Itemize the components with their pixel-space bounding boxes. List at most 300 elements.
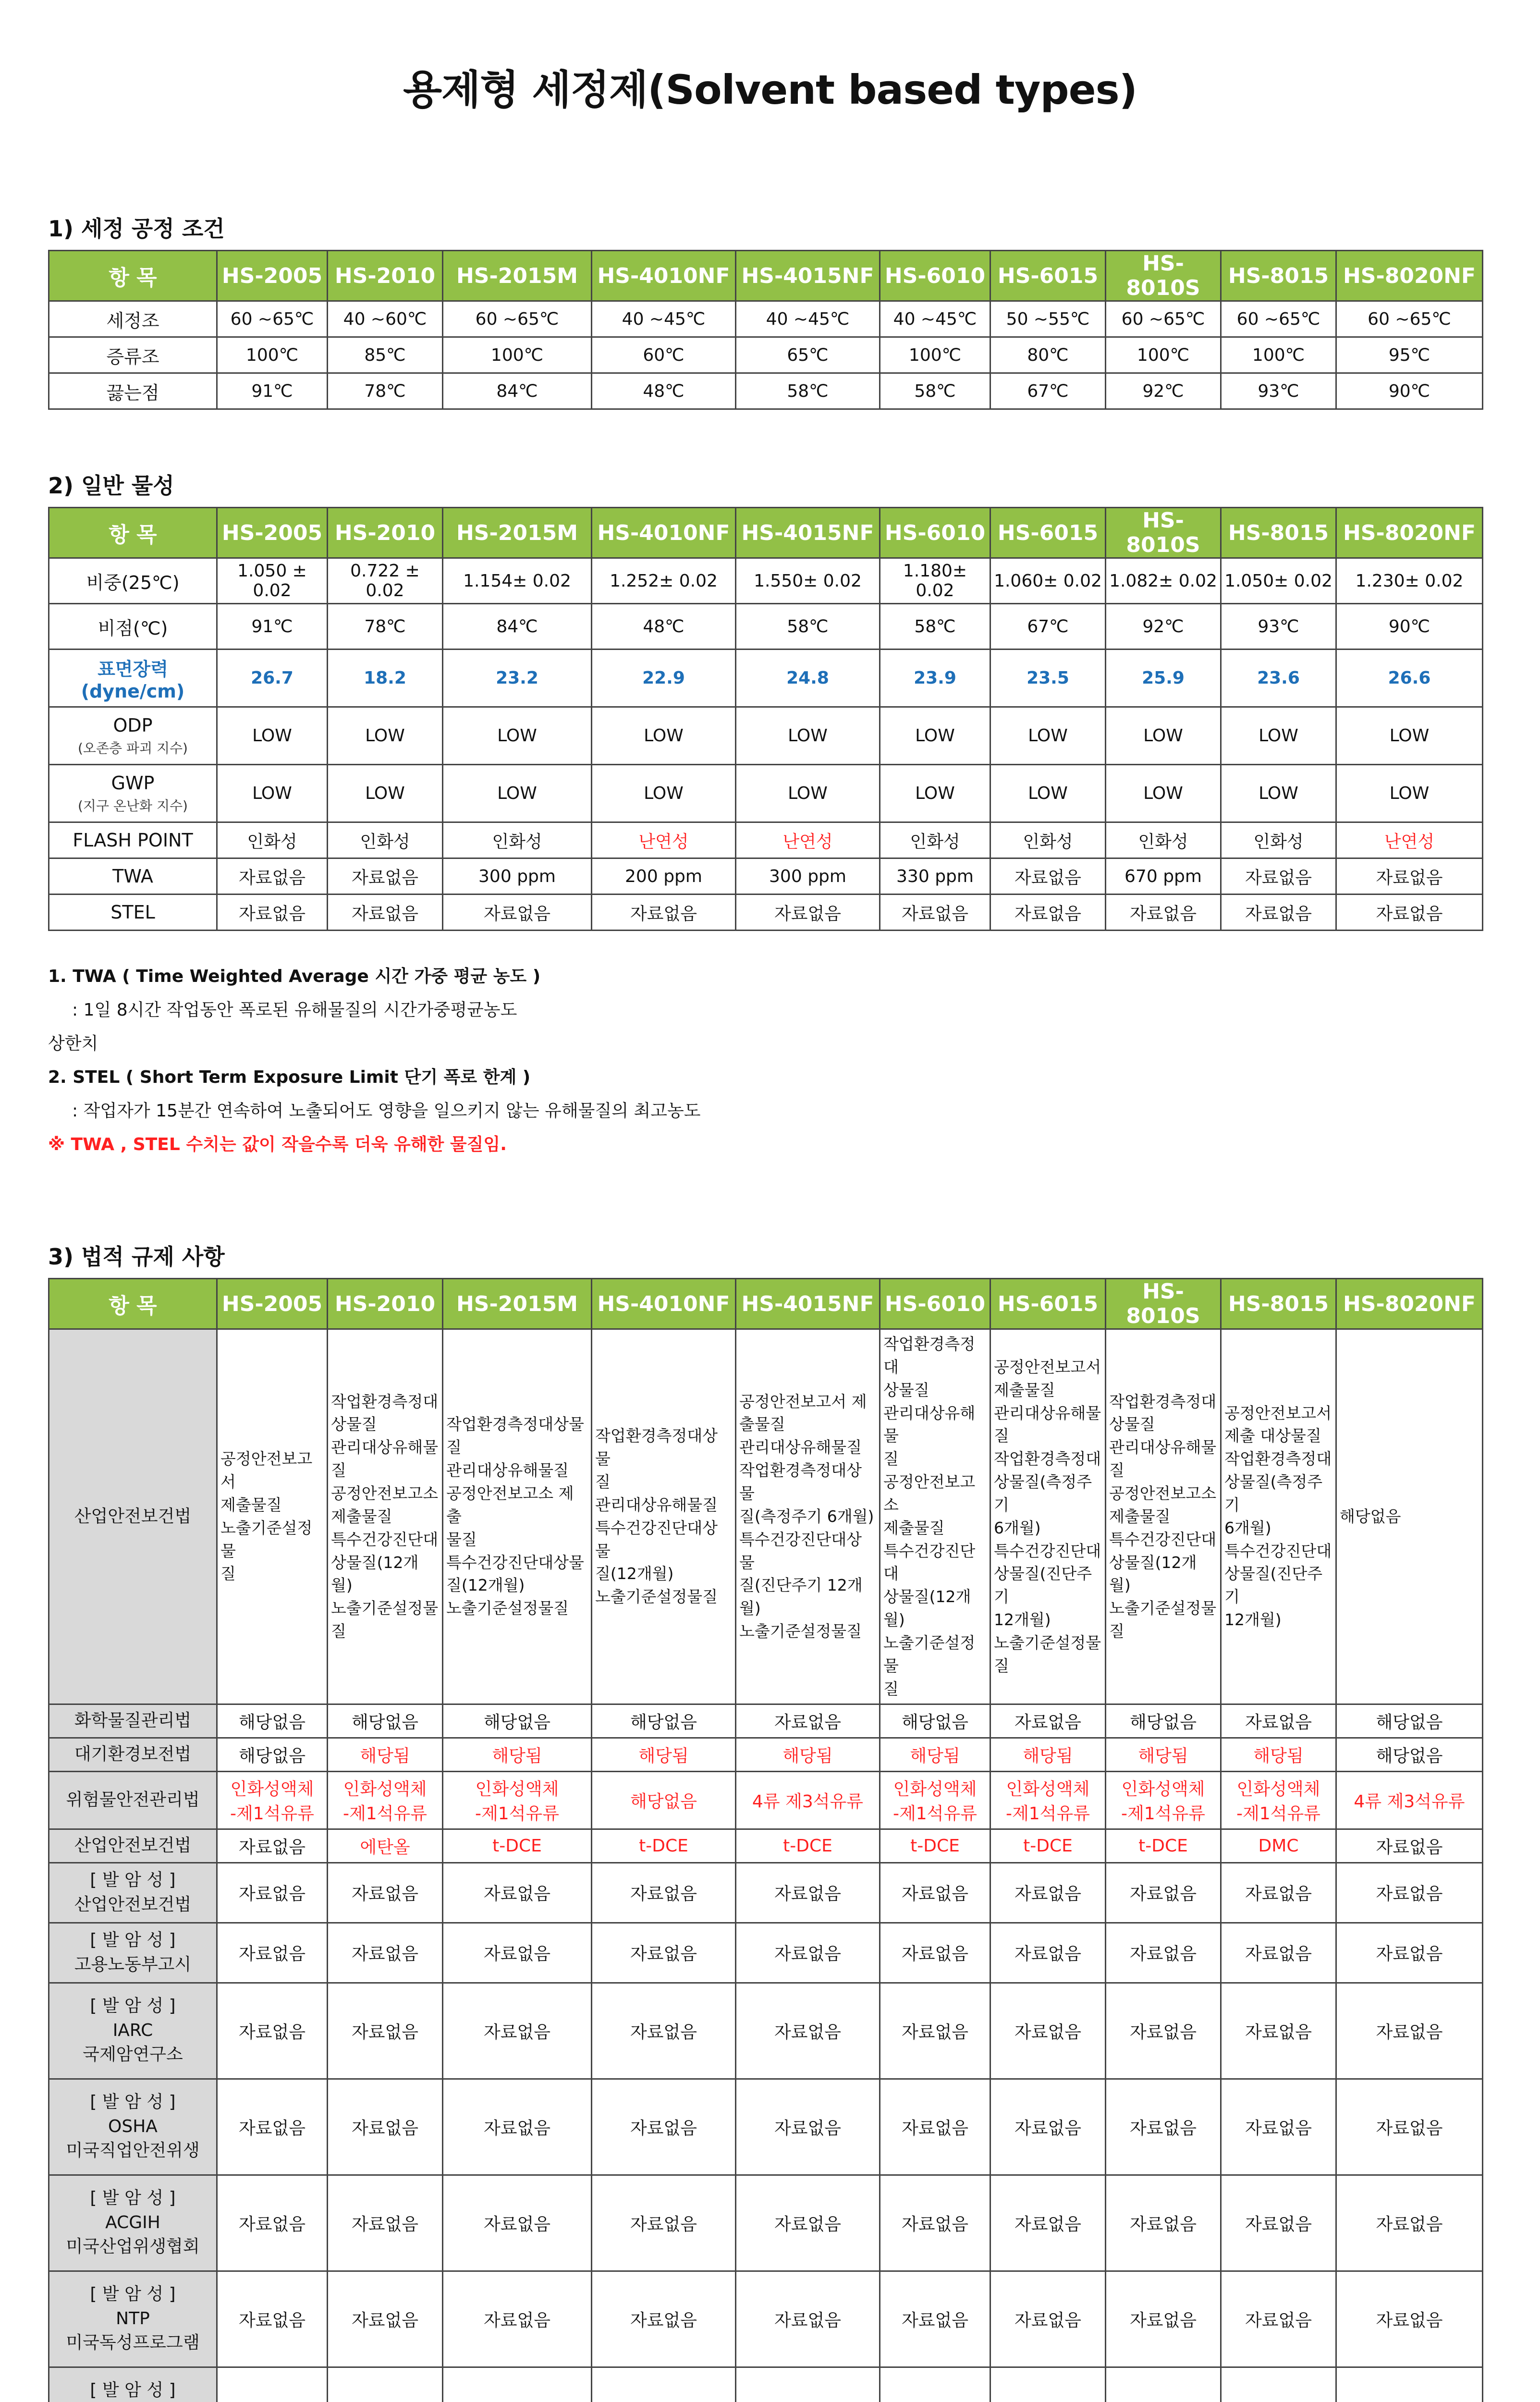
table-cell: 자료없음 <box>1221 2079 1336 2175</box>
table-cell: 자료없음 <box>328 2175 443 2271</box>
table-cell: 인화성 <box>1106 822 1221 858</box>
table-cell: 93℃ <box>1221 604 1336 650</box>
product-header: HS-2015M <box>443 251 592 301</box>
section-2-title: 2) 일반 물성 <box>48 473 174 499</box>
table-cell: 60℃ <box>592 337 736 373</box>
table-row <box>49 373 1483 409</box>
table-cell: 자료없음 <box>217 895 328 931</box>
table-row <box>49 2271 1483 2367</box>
row-label-text: 화학물질관리법 <box>74 1710 192 1730</box>
table-cell: LOW <box>1336 765 1483 822</box>
table-cell <box>1336 2367 1483 2402</box>
table-cell: 25.9 <box>1106 650 1221 707</box>
table-cell: 인화성액체 -제1석유류 <box>990 1771 1106 1829</box>
table-cell: 자료없음 <box>217 2271 328 2367</box>
header-row <box>49 251 1483 301</box>
product-header: HS-8020NF <box>1336 1279 1483 1329</box>
table-cell: 1.082± 0.02 <box>1106 558 1221 604</box>
table-cell: 해당됨 <box>592 1738 736 1771</box>
table-cell: 자료없음 <box>217 2079 328 2175</box>
row-label <box>49 558 217 604</box>
table-row <box>49 650 1483 707</box>
twa-note-desc-cont: 상한치 <box>48 1034 98 1054</box>
row-label-text: 세정조 <box>106 310 159 331</box>
table-row <box>49 1738 1483 1771</box>
table-cell: 자료없음 <box>592 2175 736 2271</box>
table-cell: 난연성 <box>1336 822 1483 858</box>
table-cell: 100℃ <box>880 337 990 373</box>
table-row <box>49 2079 1483 2175</box>
table-cell <box>990 2367 1106 2402</box>
table-cell: 자료없음 <box>1106 1983 1221 2079</box>
row-label <box>49 1863 217 1923</box>
row-sublabel: (지구 온난화 지수) <box>78 797 188 814</box>
table-cell: t-DCE <box>592 1829 736 1863</box>
table-cell: 작업환경측정대상물 질 관리대상유해물질 특수건강진단대상물 질(12개월) 노출기준설정물질 <box>592 1329 736 1704</box>
general-properties-table <box>48 507 1483 931</box>
table-cell: 해당됨 <box>443 1738 592 1771</box>
table-cell <box>1221 2367 1336 2402</box>
table-cell: 자료없음 <box>1106 2175 1221 2271</box>
table-cell: 공정안전보고서 제출물질 노출기준설정물 질 <box>217 1329 328 1704</box>
table-cell: 인화성액체 -제1석유류 <box>1106 1771 1221 1829</box>
table-cell: 자료없음 <box>328 1863 443 1923</box>
table-cell: 23.5 <box>990 650 1106 707</box>
table-cell: 인화성 <box>217 822 328 858</box>
table-cell: 인화성액체 -제1석유류 <box>1221 1771 1336 1829</box>
table-cell: 자료없음 <box>736 1863 880 1923</box>
row-label-text: [ 발 암 성 ] 산업안전보건법 <box>74 1870 192 1914</box>
table-cell: 26.6 <box>1336 650 1483 707</box>
table-cell: 자료없음 <box>1336 895 1483 931</box>
table-row <box>49 765 1483 822</box>
table-cell: 해당없음 <box>217 1704 328 1738</box>
page-title: 용제형 세정제(Solvent based types) <box>403 66 1137 113</box>
row-label-text: 산업안전보건법 <box>74 1835 192 1855</box>
table-cell: 자료없음 <box>1336 1863 1483 1923</box>
row-label-text: ODP <box>113 714 153 736</box>
table-cell: 자료없음 <box>217 2175 328 2271</box>
row-label-text: [ 발 암 성 ] OSHA 미국직업안전위생 <box>66 2092 200 2161</box>
table-cell: 자료없음 <box>1221 895 1336 931</box>
table-row <box>49 1704 1483 1738</box>
table-row <box>49 895 1483 931</box>
table-cell: 1.550± 0.02 <box>736 558 880 604</box>
table-cell: 자료없음 <box>880 2175 990 2271</box>
row-label-text: FLASH POINT <box>73 830 193 851</box>
stel-note-title: 2. STEL ( Short Term Exposure Limit 단기 폭로 한계 ) <box>48 1067 531 1087</box>
row-label-text: GWP <box>111 772 155 794</box>
table-cell: LOW <box>990 707 1106 765</box>
row-label: 산업안전보건법 <box>49 1329 217 1704</box>
table-cell: 자료없음 <box>328 1983 443 2079</box>
table-cell: 해당됨 <box>1106 1738 1221 1771</box>
row-label-text: TWA <box>112 866 153 887</box>
table-cell: 해당없음 <box>592 1704 736 1738</box>
table-cell: 해당됨 <box>990 1738 1106 1771</box>
table-cell: 자료없음 <box>736 1704 880 1738</box>
table-cell: 40 ~45℃ <box>880 301 990 337</box>
product-header: HS-6010 <box>880 508 990 558</box>
row-label-text: 대기환경보전법 <box>74 1744 192 1764</box>
table-cell: 자료없음 <box>880 895 990 931</box>
row-label <box>49 858 217 895</box>
table-cell: 자료없음 <box>443 1923 592 1983</box>
table-cell: LOW <box>736 765 880 822</box>
table-cell: 자료없음 <box>1336 1829 1483 1863</box>
table-cell: 해당없음 <box>443 1704 592 1738</box>
row-label-text: [ 발 암 성 ] NTP 미국독성프로그램 <box>66 2284 200 2353</box>
table-cell: 작업환경측정대 상물질 관리대상유해물 질 공정안전보고소 제출물질 특수건강진단대 상물질(12개월) 노출기준설정물 질 <box>1106 1329 1221 1704</box>
table-cell: DMC <box>1221 1829 1336 1863</box>
table-cell: 자료없음 <box>592 1983 736 2079</box>
table-cell <box>328 2367 443 2402</box>
product-header: HS-2010 <box>328 1279 443 1329</box>
table-cell: 인화성액체 -제1석유류 <box>443 1771 592 1829</box>
product-header: HS-2015M <box>443 508 592 558</box>
row-label <box>49 1704 217 1738</box>
table-cell: 100℃ <box>217 337 328 373</box>
product-header: HS-6015 <box>990 1279 1106 1329</box>
table-cell: 85℃ <box>328 337 443 373</box>
table-cell: 95℃ <box>1336 337 1483 373</box>
table-cell: LOW <box>592 765 736 822</box>
table-cell: 23.6 <box>1221 650 1336 707</box>
table-cell: 84℃ <box>443 604 592 650</box>
table-cell: 자료없음 <box>217 1863 328 1923</box>
table-cell: 1.050 ± 0.02 <box>217 558 328 604</box>
table-cell: LOW <box>328 765 443 822</box>
table-cell: 자료없음 <box>736 2175 880 2271</box>
table-cell: LOW <box>1221 707 1336 765</box>
table-cell: t-DCE <box>736 1829 880 1863</box>
table-cell: 자료없음 <box>443 1983 592 2079</box>
table-cell: 1.050± 0.02 <box>1221 558 1336 604</box>
table-cell: 자료없음 <box>1221 2175 1336 2271</box>
table-cell: 자료없음 <box>443 2079 592 2175</box>
section-3-title: 3) 법적 규제 사항 <box>48 1244 225 1270</box>
table-row <box>49 858 1483 895</box>
table-cell: 자료없음 <box>1336 1983 1483 2079</box>
table-cell: t-DCE <box>990 1829 1106 1863</box>
product-header: HS-6010 <box>880 1279 990 1329</box>
product-header: HS-2005 <box>217 508 328 558</box>
table-cell: 자료없음 <box>328 2079 443 2175</box>
table-cell: LOW <box>217 765 328 822</box>
product-header: HS-4010NF <box>592 508 736 558</box>
table-row <box>49 1863 1483 1923</box>
twa-note-title: 1. TWA ( Time Weighted Average 시간 가중 평균 농도 ) <box>48 967 541 986</box>
table-cell: 200 ppm <box>592 858 736 895</box>
table-cell: 해당없음 <box>592 1771 736 1829</box>
table-cell: 해당됨 <box>880 1738 990 1771</box>
table-cell: 공정안전보고서 제 출물질 관리대상유해물질 작업환경측정대상물 질(측정주기 6개월) 특수건강진단대상물 질(진단주기 12개월) 노출기준설정물질 <box>736 1329 880 1704</box>
table-cell: 78℃ <box>328 604 443 650</box>
stel-note-desc: : 작업자가 15분간 연속하여 노출되어도 영향을 일으키지 않는 유해물질의 최고농도 <box>72 1101 701 1121</box>
table-cell: 자료없음 <box>990 1704 1106 1738</box>
table-cell: 해당없음 <box>1336 1704 1483 1738</box>
row-label-text: 끓는점 <box>106 382 159 404</box>
product-header: HS-4015NF <box>736 251 880 301</box>
table-cell <box>592 2367 736 2402</box>
header-row <box>49 508 1483 558</box>
table-cell: 58℃ <box>880 604 990 650</box>
table-cell: 90℃ <box>1336 604 1483 650</box>
table-cell: 100℃ <box>1221 337 1336 373</box>
row-label-text: [ 발 암 성 ] IARC 국제암연구소 <box>83 1996 183 2065</box>
table-cell: 300 ppm <box>736 858 880 895</box>
header-row <box>49 1279 1483 1329</box>
row-label <box>49 1923 217 1983</box>
table-cell: 67℃ <box>990 373 1106 409</box>
row-label-text: [ 발 암 성 ] ACGIH 미국산업위생협회 <box>66 2188 200 2257</box>
table-cell: 자료없음 <box>1221 1923 1336 1983</box>
table-cell: 자료없음 <box>736 1923 880 1983</box>
table-cell: 인화성 <box>880 822 990 858</box>
table-cell: 해당없음 <box>217 1738 328 1771</box>
table-cell: 23.2 <box>443 650 592 707</box>
table-cell: 자료없음 <box>443 2175 592 2271</box>
table3-body-rest <box>49 1704 1483 2402</box>
table-cell: 인화성액체 -제1석유류 <box>328 1771 443 1829</box>
row-label-text: [ 발 암 성 ] <box>90 2380 176 2401</box>
product-header: HS-8010S <box>1106 251 1221 301</box>
table-cell: 자료없음 <box>592 895 736 931</box>
table-cell: 60 ~65℃ <box>1221 301 1336 337</box>
table-cell: 자료없음 <box>1336 2271 1483 2367</box>
table-cell: 18.2 <box>328 650 443 707</box>
table-cell: 40 ~60℃ <box>328 301 443 337</box>
table-cell: 작업환경측정대 상물질 관리대상유해물 질 공정안전보고소 제출물질 특수건강진단대 상물질(12개월) 노출기준설정물 질 <box>880 1329 990 1704</box>
row-label-text: 비점(℃) <box>98 617 168 639</box>
table-cell: 자료없음 <box>1106 1923 1221 1983</box>
table-cell: 인화성액체 -제1석유류 <box>880 1771 990 1829</box>
twa-note-desc: : 1일 8시간 작업동안 폭로된 유해물질의 시간가중평균농도 <box>72 1000 517 1020</box>
table-cell: 자료없음 <box>217 1829 328 1863</box>
table-cell: 해당됨 <box>1221 1738 1336 1771</box>
table-cell: 난연성 <box>736 822 880 858</box>
product-header: HS-2010 <box>328 251 443 301</box>
table-cell: 해당됨 <box>736 1738 880 1771</box>
table-cell: 자료없음 <box>592 2079 736 2175</box>
table-cell: 60 ~65℃ <box>1106 301 1221 337</box>
table-cell: 자료없음 <box>1221 1704 1336 1738</box>
table-cell: 자료없음 <box>990 1923 1106 1983</box>
table-cell: 자료없음 <box>990 2271 1106 2367</box>
table-cell: LOW <box>880 707 990 765</box>
row-label-text: 위험물안전관리법 <box>66 1789 200 1810</box>
table-cell: 자료없음 <box>1106 2079 1221 2175</box>
row-label <box>49 373 217 409</box>
table-cell: LOW <box>1221 765 1336 822</box>
table-cell: 65℃ <box>736 337 880 373</box>
table-cell: 91℃ <box>217 373 328 409</box>
table-cell: LOW <box>1106 765 1221 822</box>
table-row <box>49 2175 1483 2271</box>
row-label <box>49 650 217 707</box>
table-cell <box>217 2367 328 2402</box>
section-1-title: 1) 세정 공정 조건 <box>48 216 225 242</box>
table-cell: 58℃ <box>736 604 880 650</box>
product-header: HS-4010NF <box>592 1279 736 1329</box>
product-header: HS-8010S <box>1106 1279 1221 1329</box>
product-header: HS-8020NF <box>1336 251 1483 301</box>
table-cell: 300 ppm <box>443 858 592 895</box>
table-cell: 자료없음 <box>1106 1863 1221 1923</box>
legal-regulation-table <box>48 1278 1483 2402</box>
table-cell: 공정안전보고서 제출 대상물질 작업환경측정대 상물질(측정주기 6개월) 특수건강진단대 상물질(진단주기 12개월) <box>1221 1329 1336 1704</box>
table-cell: 40 ~45℃ <box>592 301 736 337</box>
table-cell: 자료없음 <box>328 895 443 931</box>
table-cell: 1.060± 0.02 <box>990 558 1106 604</box>
table-cell: LOW <box>328 707 443 765</box>
product-header: HS-2015M <box>443 1279 592 1329</box>
table-cell: 50 ~55℃ <box>990 301 1106 337</box>
table-cell: 자료없음 <box>592 1923 736 1983</box>
product-header: HS-8010S <box>1106 508 1221 558</box>
product-header: HS-8020NF <box>1336 508 1483 558</box>
table-cell: t-DCE <box>1106 1829 1221 1863</box>
table-cell: LOW <box>592 707 736 765</box>
table-cell: 자료없음 <box>736 895 880 931</box>
table-cell: 670 ppm <box>1106 858 1221 895</box>
table-cell: 자료없음 <box>880 2079 990 2175</box>
row-label <box>49 2271 217 2367</box>
table-row <box>49 1829 1483 1863</box>
table-row <box>49 822 1483 858</box>
row-label <box>49 604 217 650</box>
table-cell: 58℃ <box>880 373 990 409</box>
table-row-safety-law <box>49 1329 1483 1704</box>
product-header: HS-2010 <box>328 508 443 558</box>
row-label-text: 비중(25℃) <box>86 572 180 593</box>
table-cell: 자료없음 <box>328 2271 443 2367</box>
table-cell: 58℃ <box>736 373 880 409</box>
table-cell: 자료없음 <box>1336 858 1483 895</box>
table-cell: 자료없음 <box>880 1923 990 1983</box>
row-sublabel: (오존층 파괴 지수) <box>78 740 188 756</box>
table-cell: 난연성 <box>592 822 736 858</box>
table-cell: 1.252± 0.02 <box>592 558 736 604</box>
table-cell: 67℃ <box>990 604 1106 650</box>
table-row <box>49 1923 1483 1983</box>
table-cell: 90℃ <box>1336 373 1483 409</box>
table-cell: 100℃ <box>443 337 592 373</box>
row-label <box>49 1983 217 2079</box>
table-cell: 92℃ <box>1106 604 1221 650</box>
table-cell: 작업환경측정대상물 질 관리대상유해물질 공정안전보고소 제출 물질 특수건강진단대상물 질(12개월) 노출기준설정물질 <box>443 1329 592 1704</box>
row-label <box>49 2079 217 2175</box>
table-cell: LOW <box>990 765 1106 822</box>
row-label <box>49 2367 217 2402</box>
table-cell: 48℃ <box>592 373 736 409</box>
row-label <box>49 301 217 337</box>
table-cell: 작업환경측정대 상물질 관리대상유해물 질 공정안전보고소 제출물질 특수건강진단대 상물질(12개월) 노출기준설정물 질 <box>328 1329 443 1704</box>
table-cell: 자료없음 <box>592 2271 736 2367</box>
table-cell: 해당없음 <box>328 1704 443 1738</box>
table-cell: 1.180± 0.02 <box>880 558 990 604</box>
table-cell: 92℃ <box>1106 373 1221 409</box>
table-cell: LOW <box>1336 707 1483 765</box>
table-cell <box>1106 2367 1221 2402</box>
table-cell: 인화성 <box>328 822 443 858</box>
table-cell: 자료없음 <box>880 1983 990 2079</box>
table-cell: LOW <box>880 765 990 822</box>
table-cell: 자료없음 <box>1106 2271 1221 2367</box>
product-header: HS-4010NF <box>592 251 736 301</box>
table-cell: 자료없음 <box>443 1863 592 1923</box>
table-cell: 해당없음 <box>1106 1704 1221 1738</box>
table-cell: 100℃ <box>1106 337 1221 373</box>
table-cell: 91℃ <box>217 604 328 650</box>
table-cell: 자료없음 <box>217 1923 328 1983</box>
row-label <box>49 337 217 373</box>
table-cell: 자료없음 <box>736 1983 880 2079</box>
table-cell: 60 ~65℃ <box>217 301 328 337</box>
item-header: 항 목 <box>49 1279 217 1329</box>
table-cell: 자료없음 <box>443 2271 592 2367</box>
table-cell: 60 ~65℃ <box>1336 301 1483 337</box>
table-row <box>49 2367 1483 2402</box>
table-cell: 자료없음 <box>217 858 328 895</box>
item-header: 항 목 <box>49 508 217 558</box>
table-cell: 22.9 <box>592 650 736 707</box>
row-label-text: [ 발 암 성 ] 고용노동부고시 <box>74 1930 192 1974</box>
product-header: HS-6015 <box>990 508 1106 558</box>
table-cell: 자료없음 <box>736 2271 880 2367</box>
table-cell: 인화성 <box>443 822 592 858</box>
table-cell: 자료없음 <box>736 2079 880 2175</box>
table-cell <box>736 2367 880 2402</box>
table-cell: 78℃ <box>328 373 443 409</box>
table-cell: 자료없음 <box>1336 2079 1483 2175</box>
table-cell: 자료없음 <box>1221 1863 1336 1923</box>
table-cell: 자료없음 <box>880 2271 990 2367</box>
row-label <box>49 822 217 858</box>
table-cell: 자료없음 <box>1221 2271 1336 2367</box>
row-label <box>49 1738 217 1771</box>
row-label-text: 표면장력(dyne/cm) <box>81 659 185 702</box>
table-cell: 자료없음 <box>1336 1923 1483 1983</box>
product-header: HS-8015 <box>1221 251 1336 301</box>
table-cell: 자료없음 <box>328 1923 443 1983</box>
table-cell: 0.722 ± 0.02 <box>328 558 443 604</box>
table-cell: 자료없음 <box>990 895 1106 931</box>
table-cell: 48℃ <box>592 604 736 650</box>
item-header: 항 목 <box>49 251 217 301</box>
product-header: HS-4015NF <box>736 1279 880 1329</box>
table-cell: LOW <box>217 707 328 765</box>
table-row <box>49 604 1483 650</box>
table-cell: 해당없음 <box>880 1704 990 1738</box>
table-cell: 인화성 <box>1221 822 1336 858</box>
table-cell <box>880 2367 990 2402</box>
table-cell: 자료없음 <box>1221 858 1336 895</box>
table-cell: 자료없음 <box>990 1983 1106 2079</box>
table-cell: 자료없음 <box>990 2175 1106 2271</box>
table-cell: 80℃ <box>990 337 1106 373</box>
table-cell: 자료없음 <box>328 858 443 895</box>
table-cell: LOW <box>443 765 592 822</box>
table-cell: 자료없음 <box>990 858 1106 895</box>
table-cell: 해당됨 <box>328 1738 443 1771</box>
table-cell: 자료없음 <box>880 1863 990 1923</box>
row-label <box>49 2175 217 2271</box>
table-cell: 23.9 <box>880 650 990 707</box>
table-cell: 자료없음 <box>1106 895 1221 931</box>
table-cell: 인화성액체 -제1석유류 <box>217 1771 328 1829</box>
table-cell: 자료없음 <box>990 2079 1106 2175</box>
